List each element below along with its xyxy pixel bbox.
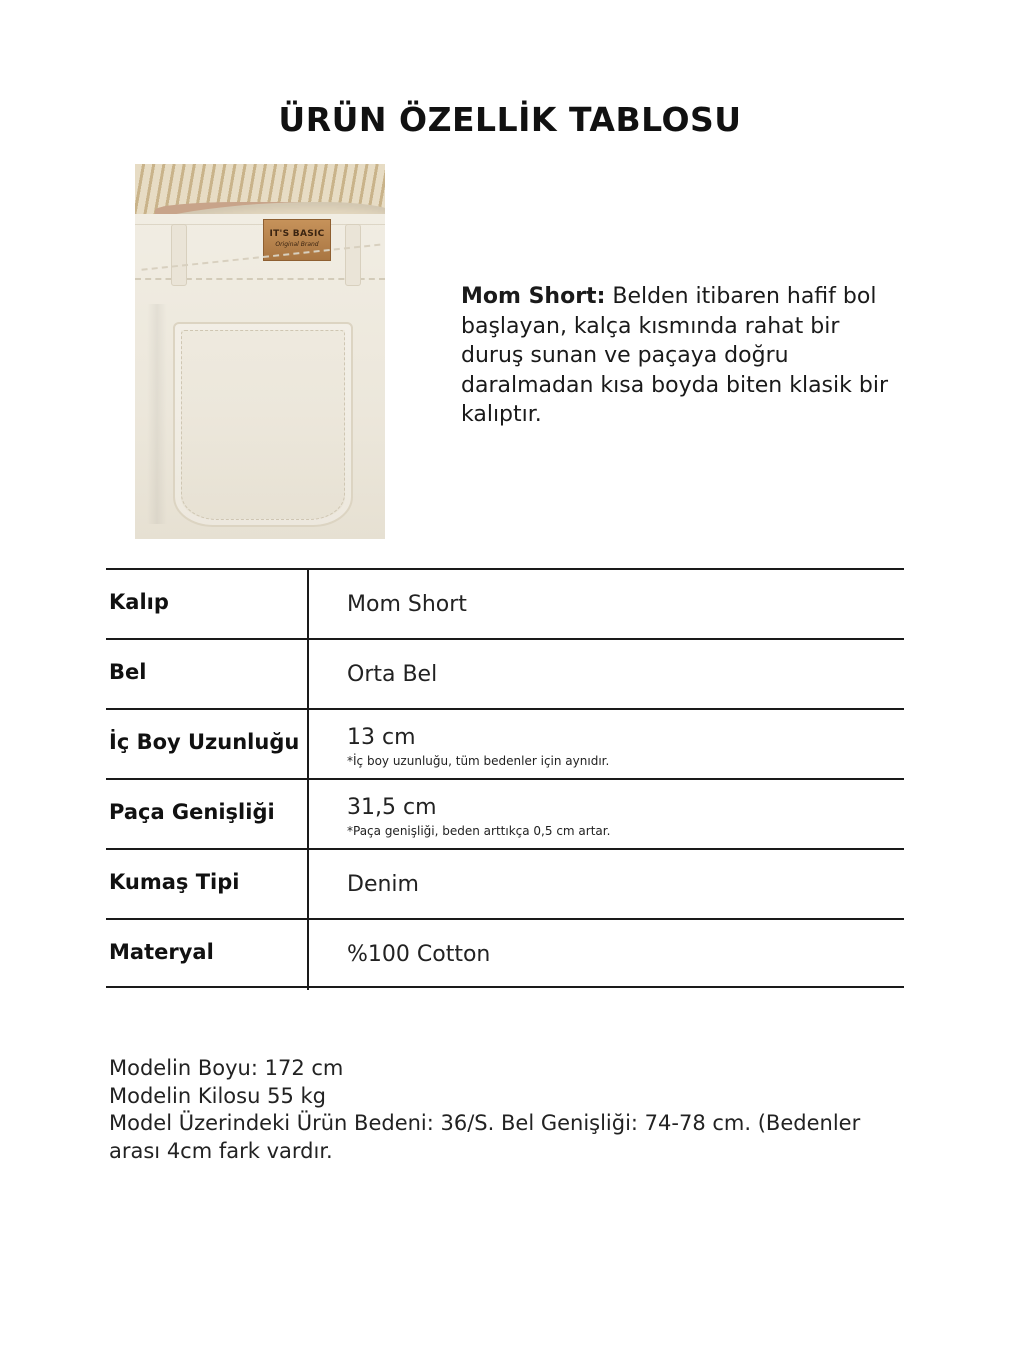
spec-label: İç Boy Uzunluğu bbox=[109, 730, 300, 754]
spec-value: Denim bbox=[347, 872, 419, 897]
spec-value: 13 cm bbox=[347, 725, 416, 750]
model-weight: Modelin Kilosu 55 kg bbox=[109, 1083, 326, 1108]
spec-row-paca bbox=[106, 778, 904, 848]
spec-label: Materyal bbox=[109, 940, 214, 964]
column-divider bbox=[307, 570, 309, 640]
description-term: Mom Short: bbox=[461, 284, 606, 309]
spec-row-bel bbox=[106, 638, 904, 708]
model-height: Modelin Boyu: 172 cm bbox=[109, 1056, 344, 1080]
patch-sub-text: Original Brand bbox=[275, 241, 319, 248]
product-photo bbox=[135, 164, 385, 539]
spec-note: *İç boy uzunluğu, tüm bedenler için aynıdır. bbox=[347, 754, 610, 768]
spec-label: Paça Genişliği bbox=[109, 800, 275, 824]
fabric-crease bbox=[147, 304, 167, 524]
column-divider bbox=[307, 920, 309, 990]
description-text: Belden itibaren hafif bol başlayan, kalça kısmında rahat bir duruş sunan ve paçaya doğru daralmadan kısa boyda biten klasik bir kalıptır. bbox=[461, 284, 888, 427]
model-info bbox=[109, 1055, 909, 1165]
model-size: Model Üzerindeki Ürün Bedeni: 36/S. Bel Genişliği: 74-78 cm. (Bedenler arası 4cm fark vardır. bbox=[109, 1111, 861, 1163]
spec-value: %100 Cotton bbox=[347, 942, 491, 967]
spec-label: Bel bbox=[109, 660, 147, 684]
spec-value: Orta Bel bbox=[347, 662, 438, 687]
spec-label: Kumaş Tipi bbox=[109, 870, 240, 894]
spec-label: Kalıp bbox=[109, 590, 169, 614]
patch-brand-text: IT'S BASIC bbox=[269, 229, 325, 239]
spec-row-kumas bbox=[106, 848, 904, 918]
spec-row-materyal bbox=[106, 918, 904, 988]
column-divider bbox=[307, 710, 309, 780]
spec-row-kalip bbox=[106, 568, 904, 638]
spec-note: *Paça genişliği, beden arttıkça 0,5 cm artar. bbox=[347, 824, 611, 838]
spec-value: Mom Short bbox=[347, 592, 467, 617]
page-title: ÜRÜN ÖZELLİK TABLOSU bbox=[278, 100, 742, 139]
pocket-stitch bbox=[181, 330, 345, 520]
spec-row-ic-boy bbox=[106, 708, 904, 778]
product-description bbox=[461, 282, 901, 430]
spec-table bbox=[106, 568, 904, 988]
column-divider bbox=[307, 780, 309, 850]
spec-value: 31,5 cm bbox=[347, 795, 437, 820]
column-divider bbox=[307, 850, 309, 920]
column-divider bbox=[307, 640, 309, 710]
